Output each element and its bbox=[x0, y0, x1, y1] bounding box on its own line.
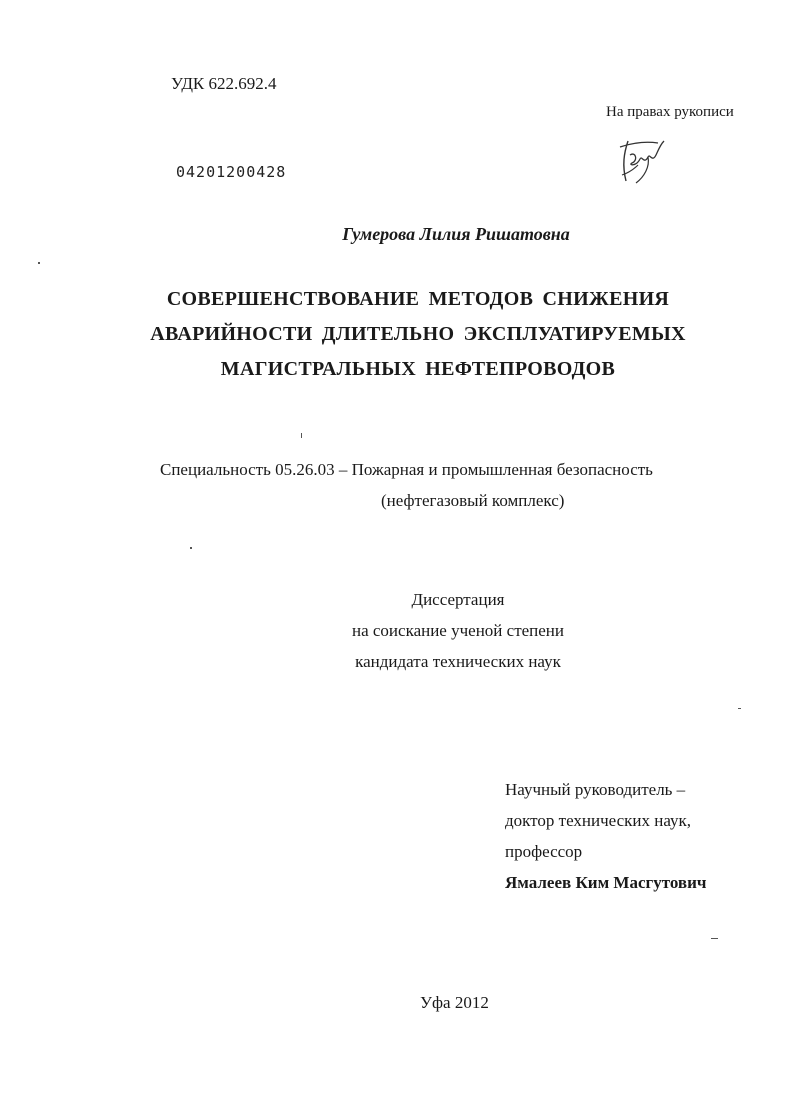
dissertation-title bbox=[0, 282, 796, 387]
specialty-subline: (нефтегазовый комплекс) bbox=[381, 491, 565, 510]
scan-speck bbox=[711, 938, 718, 939]
author-name: Гумерова Лилия Ришатовна bbox=[342, 224, 570, 244]
supervisor-name: Ямалеев Ким Масгутович bbox=[505, 873, 707, 892]
handwritten-signature bbox=[614, 135, 674, 187]
city-year: Уфа 2012 bbox=[420, 993, 489, 1012]
specialty-line: Специальность 05.26.03 – Пожарная и промышленная безопасность bbox=[160, 460, 653, 479]
title-line: МАГИСТРАЛЬНЫХ НЕФТЕПРОВОДОВ bbox=[220, 358, 616, 380]
degree-line: кандидата технических наук bbox=[355, 652, 561, 671]
supervisor-block bbox=[505, 774, 706, 898]
degree-line: на соискание ученой степени bbox=[351, 621, 565, 640]
degree-block bbox=[0, 584, 796, 677]
scan-speck bbox=[301, 433, 302, 438]
registration-code: 04201200428 bbox=[176, 163, 287, 181]
udk-code: УДК 622.692.4 bbox=[171, 74, 277, 93]
degree-line: Диссертация bbox=[411, 590, 505, 609]
scan-speck bbox=[190, 547, 192, 549]
supervisor-rank: профессор bbox=[505, 842, 583, 861]
title-line: СОВЕРШЕНСТВОВАНИЕ МЕТОДОВ СНИЖЕНИЯ bbox=[166, 288, 670, 310]
supervisor-role: Научный руководитель – bbox=[505, 780, 686, 799]
title-line: АВАРИЙНОСТИ ДЛИТЕЛЬНО ЭКСПЛУАТИРУЕМЫХ bbox=[150, 323, 686, 345]
scan-speck bbox=[738, 708, 741, 709]
scan-speck bbox=[38, 262, 40, 264]
rights-notice: На правах рукописи bbox=[606, 104, 734, 120]
supervisor-degree: доктор технических наук, bbox=[505, 811, 692, 830]
